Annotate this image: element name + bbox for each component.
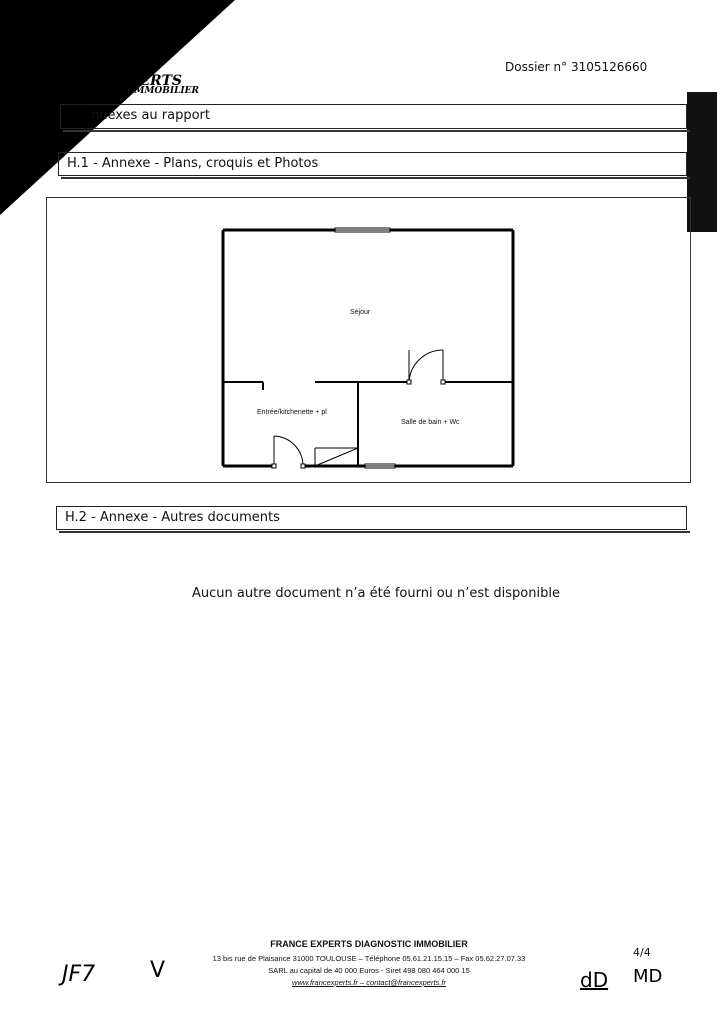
room-label-entree: Entrée/kitchenette + pl [257, 409, 327, 416]
page-number: 4/4 [633, 946, 651, 959]
signature-initials-4: MD [633, 966, 663, 987]
no-documents-text: Aucun autre document n’a été fourni ou n’est disponible [192, 586, 560, 601]
room-label-sejour: Séjour [350, 309, 371, 316]
room-label-salle-de-bain: Salle de bain + Wc [401, 419, 460, 426]
h2-section-title: H.2 - Annexe - Autres documents [65, 510, 280, 525]
h1-section-title: H.1 - Annexe - Plans, croquis et Photos [67, 156, 319, 171]
footer-company: FRANCE EXPERTS DIAGNOSTIC IMMOBILIER [270, 939, 468, 949]
footer-legal: SARL au capital de 40 000 Euros - Siret 498 080 464 000 15 [268, 966, 470, 975]
company-logo: XPERTS [118, 73, 182, 89]
annexes-header [60, 104, 687, 129]
footer-web[interactable] [0, 978, 724, 987]
annexes-title: nnexes au rapport [91, 108, 210, 123]
h1-section-header [58, 152, 687, 176]
company-logo-subtitle: C IMMOBILIER [120, 86, 199, 96]
footer-address: 13 bis rue de Plaisance 31000 TOULOUSE – Téléphone 05.61.21.15.15 – Fax 05.62.27.07.33 [212, 954, 526, 963]
signature-initials-2: V [150, 958, 166, 983]
footer-web-link[interactable]: www.francexperts.fr – contact@francexperts.fr [292, 978, 446, 987]
floor-plan-frame [46, 197, 691, 483]
h2-section-header [56, 506, 687, 530]
signature-initials-3: dD [580, 968, 609, 992]
signature-initials-1: JF7 [62, 962, 96, 987]
dossier-number: Dossier n° 3105126660 [505, 60, 648, 74]
floor-plan [47, 198, 692, 484]
